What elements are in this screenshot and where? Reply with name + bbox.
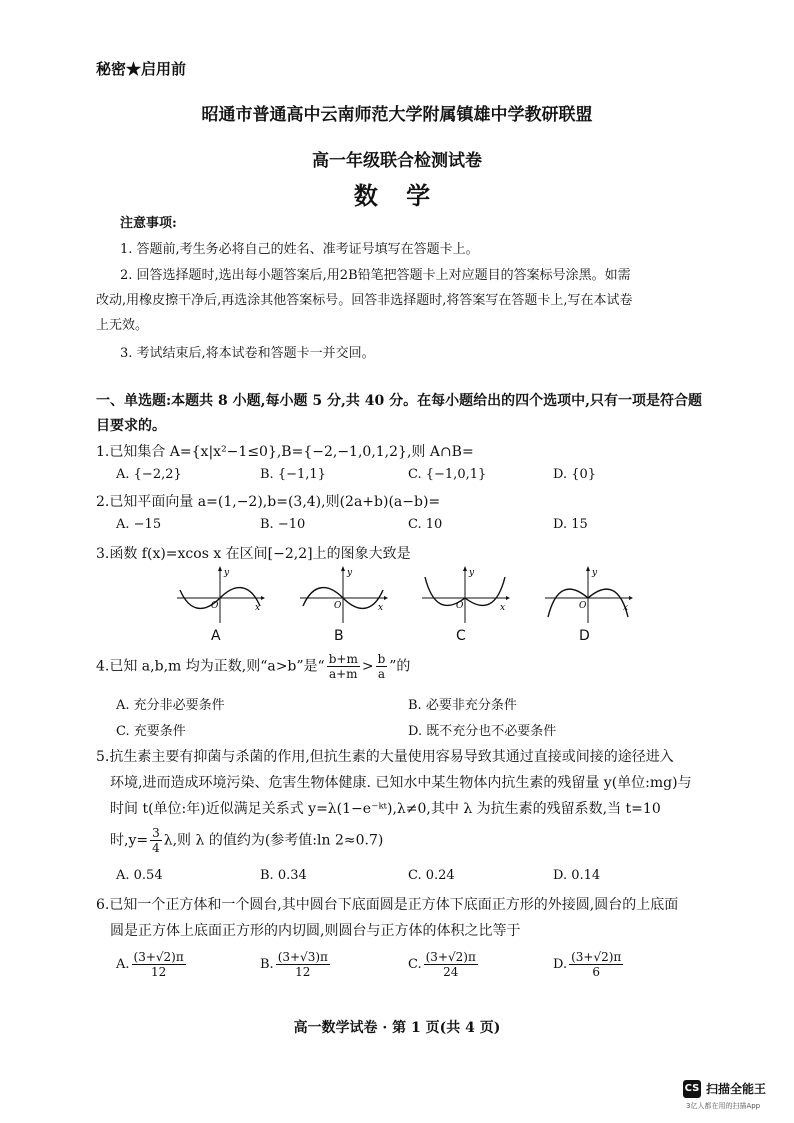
section-heading-line1: 一、单选题:本题共 8 小题,每小题 5 分,共 40 分。在每小题给出的四个选项中,只有一项是符合题 [96, 393, 702, 409]
notice-line-4: 上无效。 [96, 318, 149, 333]
question-5-option-b: B. 0.34 [260, 868, 307, 883]
question-6-option-b-num: (3+√3)π [277, 950, 328, 964]
graph-b-y-label: y [347, 568, 353, 578]
exam-title: 高一年级联合检测试卷 [312, 151, 482, 171]
question-6-option-c-letter: C. [408, 957, 422, 972]
question-2-stem: 2.已知平面向量 a=(1,−2),b=(3,4),则(2a+b)(a−b)= [96, 494, 441, 510]
graph-a-origin: O [211, 601, 219, 611]
question-6-option-b-letter: B. [260, 957, 274, 972]
question-5-option-a: A. 0.54 [116, 868, 163, 883]
question-6-option-d [553, 950, 625, 979]
section-heading-line2: 目要求的。 [96, 418, 166, 434]
question-5-fraction-den: 4 [152, 841, 160, 855]
question-4-stem-post: ”的 [389, 658, 411, 675]
question-5-fraction [150, 826, 162, 855]
question-2-option-b: B. −10 [260, 517, 306, 532]
graph-d-origin: O [579, 601, 587, 611]
question-6-option-c-num: (3+√2)π [425, 950, 476, 964]
question-1-option-c: C. {−1,0,1} [408, 467, 487, 482]
question-4-fraction-2-den: a [377, 667, 385, 681]
question-2-option-d: D. 15 [553, 517, 588, 532]
notice-line-1: 1. 答题前,考生务必将自己的姓名、准考证号填写在答题卡上。 [120, 242, 479, 257]
question-6-option-a-letter: A. [116, 957, 130, 972]
notice-line-5: 3. 考试结束后,将本试卷和答题卡一并交回。 [120, 346, 375, 361]
question-4-gt: > [361, 658, 374, 675]
graph-c [420, 565, 510, 625]
graph-c-y-label: y [469, 568, 475, 578]
question-6-option-d-fraction [569, 950, 623, 979]
question-6-option-d-letter: D. [553, 957, 568, 972]
question-5-option-c: C. 0.24 [408, 868, 455, 883]
question-2-option-c: C. 10 [408, 517, 443, 532]
question-1-option-b: B. {−1,1} [260, 467, 326, 482]
graph-b [298, 565, 388, 625]
question-5-fraction-num: 3 [152, 826, 160, 840]
graph-b-label: B [334, 628, 344, 644]
question-4-stem-pre: 4.已知 a,b,m 均为正数,则“a>b”是“ [96, 658, 325, 675]
question-5-option-d: D. 0.14 [553, 868, 601, 883]
question-1-stem: 1.已知集合 A={x|x²−1≤0},B={−2,−1,0,1,2},则 A∩B= [96, 444, 474, 460]
question-6-option-d-den: 6 [592, 965, 601, 979]
graph-a [175, 565, 265, 625]
graph-d-x-label: x [623, 603, 629, 613]
question-6-option-b [260, 950, 332, 979]
question-5-line-4-post: λ,则 λ 的值约为(参考值:ln 2≈0.7) [163, 832, 384, 849]
question-6-option-b-fraction [276, 950, 330, 979]
question-6-option-c-den: 24 [443, 965, 459, 979]
notice-heading: 注意事项: [120, 216, 177, 231]
question-4-fraction-1-den: a+m [328, 667, 358, 681]
page-footer: 高一数学试卷 · 第 1 页(共 4 页) [293, 1020, 501, 1036]
question-1-option-a: A. {−2,2} [116, 467, 182, 482]
question-4-option-d: D. 既不充分也不必要条件 [408, 724, 557, 739]
question-6-option-a-fraction [132, 950, 186, 979]
graph-c-label: C [456, 628, 466, 644]
graph-c-origin: O [456, 601, 464, 611]
scanner-name: 扫描全能王 [706, 1082, 767, 1096]
question-5-line-1: 5.抗生素主要有抑菌与杀菌的作用,但抗生素的大量使用容易导致其通过直接或间接的途径进入 [96, 749, 674, 765]
scanner-logo: CS [683, 1080, 701, 1098]
question-4-option-c: C. 充要条件 [116, 724, 186, 739]
question-6-option-b-den: 12 [295, 965, 311, 979]
notice-line-3: 改动,用橡皮擦干净后,再选涂其他答案标号。回答非选择题时,将答案写在答题卡上,写在本试卷 [96, 293, 633, 308]
graph-a-x-label: x [255, 603, 261, 613]
graph-d [543, 565, 633, 625]
question-4-option-b: B. 必要非充分条件 [408, 698, 517, 713]
question-6-option-a-num: (3+√2)π [133, 950, 184, 964]
scanner-tagline: 3亿人都在用的扫描App [686, 1102, 761, 1110]
question-6-option-d-num: (3+√2)π [571, 950, 622, 964]
graph-a-y-label: y [224, 568, 230, 578]
exam-organization: 昭通市普通高中云南师范大学附属镇雄中学教研联盟 [201, 105, 593, 125]
question-6-line-2: 圆是正方体上底面正方形的内切圆,则圆台与正方体的体积之比等于 [110, 923, 521, 939]
confidential-label: 秘密★启用前 [96, 60, 187, 78]
question-4-fraction-1 [327, 652, 360, 681]
subject-title: 数 学 [353, 181, 441, 210]
question-4-stem [96, 652, 410, 681]
question-5-line-2: 环境,进而造成环境污染、危害生物体健康. 已知水中某生物体内抗生素的残留量 y(单位:mg)与 [110, 775, 692, 791]
question-6-option-c-fraction [424, 950, 478, 979]
question-4-option-a: A. 充分非必要条件 [116, 698, 225, 713]
question-5-line-3: 时间 t(单位:年)近似满足关系式 y=λ(1−e⁻ᵏᵗ),λ≠0,其中 λ 为抗生素的残留系数,当 t=10 [110, 801, 661, 817]
question-1-option-d: D. {0} [553, 467, 597, 482]
question-4-fraction-2 [376, 652, 388, 681]
question-6-line-1: 6.已知一个正方体和一个圆台,其中圆台下底面圆是正方体下底面正方形的外接圆,圆台的上底面 [96, 897, 679, 913]
graph-b-x-label: x [378, 603, 384, 613]
question-4-fraction-2-num: b [377, 652, 386, 666]
graph-c-x-label: x [500, 603, 506, 613]
question-6-option-a-den: 12 [151, 965, 167, 979]
question-6-option-c [408, 950, 480, 979]
graph-b-origin: O [334, 601, 342, 611]
question-4-fraction-1-num: b+m [328, 652, 358, 666]
graph-d-y-label: y [592, 568, 598, 578]
question-3-stem: 3.函数 f(x)=xcos x 在区间[−2,2]上的图象大致是 [96, 546, 411, 562]
question-2-option-a: A. −15 [116, 517, 162, 532]
question-6-option-a [116, 950, 188, 979]
graph-a-label: A [211, 628, 221, 644]
graph-d-label: D [579, 628, 590, 644]
question-5-line-4-pre: 时,y= [110, 832, 149, 849]
question-5-line-4 [110, 826, 383, 855]
notice-line-2: 2. 回答选择题时,选出每小题答案后,用2B铅笔把答题卡上对应题目的答案标号涂黑。如需 [120, 268, 631, 283]
